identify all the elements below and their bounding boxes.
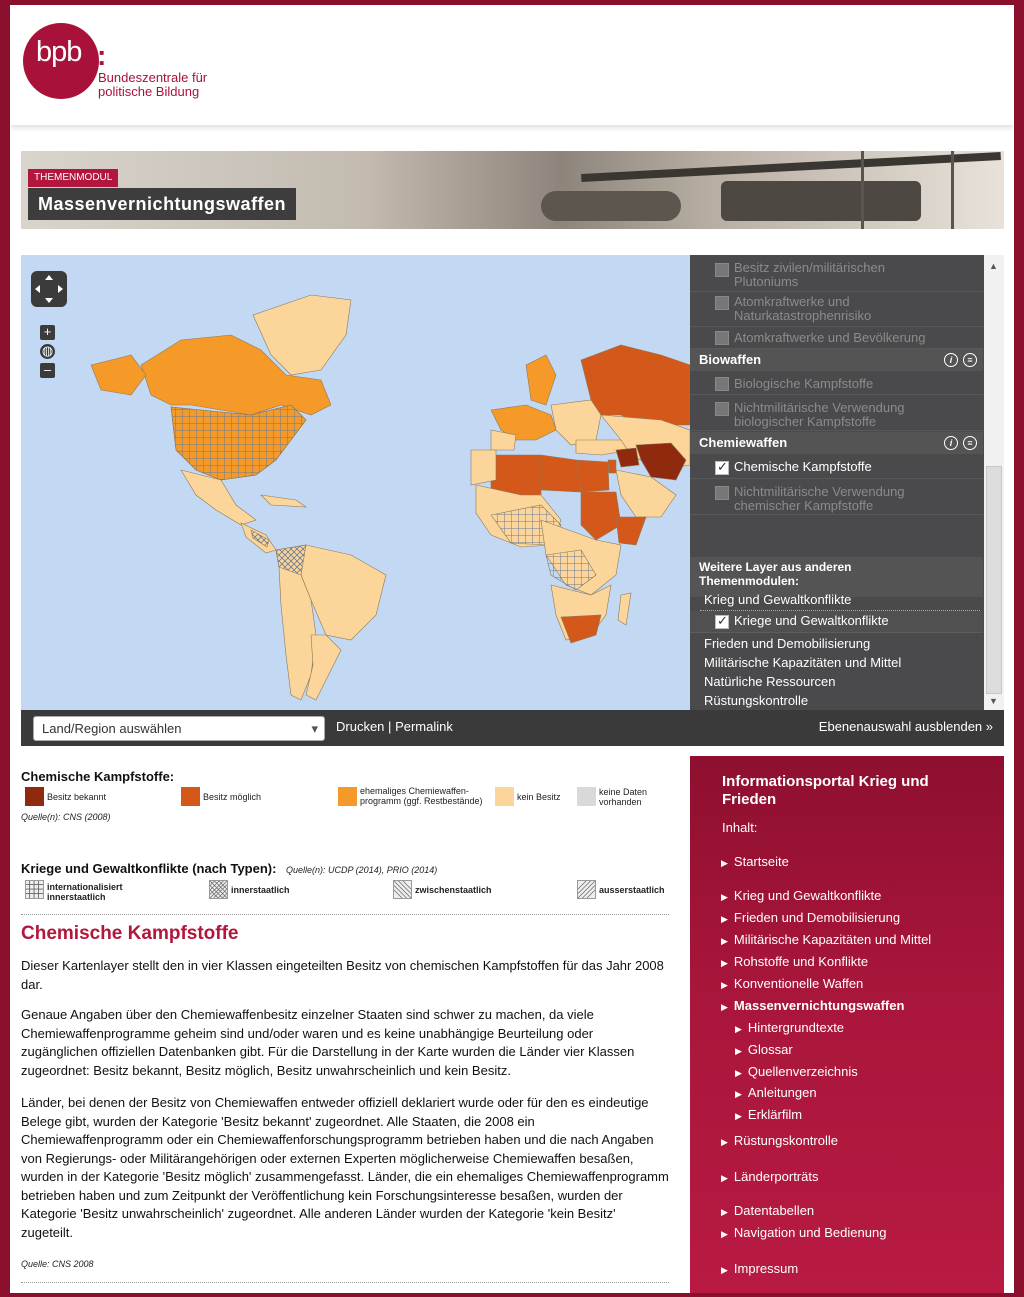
layer-checkbox[interactable]: [715, 263, 729, 277]
sidebar-item-krieg[interactable]: ▶ Krieg und Gewaltkonflikte: [721, 888, 882, 903]
legend-swatch-besitz-bekannt: [25, 787, 44, 806]
layer-group-krieg[interactable]: Krieg und Gewaltkonflikte: [704, 592, 852, 607]
separator: |: [388, 719, 392, 734]
sidebar-item-massenvernichtung[interactable]: ▶ Massenvernichtungswaffen: [721, 998, 905, 1013]
layer-item-akw-natur[interactable]: Atomkraftwerke und Naturkatastrophenrisiko: [690, 292, 983, 327]
legend-hatch-innerstaatlich: [209, 880, 228, 899]
legend-swatch-ehemalig: [338, 787, 357, 806]
layer-link-ressourcen[interactable]: Natürliche Ressourcen: [704, 674, 836, 689]
sidebar-item-ruestung[interactable]: ▶ Rüstungskontrolle: [721, 1133, 838, 1148]
sidebar-subitem-quellen[interactable]: ▶ Quellenverzeichnis: [735, 1064, 858, 1079]
legend-hatch-internationalisiert: [25, 880, 44, 899]
layer-checkbox[interactable]: [715, 377, 729, 391]
section-chemiewaffen: Chemiewaffen: [690, 432, 983, 454]
legend-hatch-ausserstaatlich: [577, 880, 596, 899]
legend-swatch-kein-besitz: [495, 787, 514, 806]
section-biowaffen: Biowaffen: [690, 349, 983, 371]
legend-chem-title: Chemische Kampfstoffe:: [21, 769, 175, 784]
site-header: [10, 5, 1014, 125]
sidebar-subitem-erklaerfilm[interactable]: ▶ Erklärfilm: [735, 1107, 803, 1122]
permalink-link[interactable]: Permalink: [395, 719, 453, 734]
legend-label: ausserstaatlich: [599, 885, 665, 895]
sidebar-inhalt-label: Inhalt:: [722, 820, 758, 835]
country-israel: [608, 460, 616, 473]
legend-label: Besitz möglich: [203, 792, 262, 802]
layer-checkbox[interactable]: [715, 402, 729, 416]
legend-icon[interactable]: ≡: [963, 353, 977, 367]
globe-icon[interactable]: ◍: [41, 343, 54, 358]
country-ethiopia: [616, 517, 646, 545]
layer-checkbox[interactable]: [715, 331, 729, 345]
country-egypt: [576, 460, 609, 492]
logo-text: bpb: [36, 36, 82, 68]
article-paragraph-1: Dieser Kartenlayer stellt den in vier Klassen eingeteilten Besitz von chemischen Kampfstoffen für das Jahr 2008 dar.: [21, 958, 664, 992]
country-scandinavia: [526, 355, 556, 405]
article-title: Chemische Kampfstoffe: [21, 923, 239, 944]
layer-item-bio-nonmil[interactable]: Nichtmilitärische Verwendung biologischer Kampfstoffe: [690, 397, 983, 431]
country-madagascar: [618, 593, 631, 625]
print-link[interactable]: Drucken: [336, 719, 385, 734]
legend-war-title: Kriege und Gewaltkonflikte (nach Typen):: [21, 861, 277, 876]
sidebar-item-militaer[interactable]: ▶ Militärische Kapazitäten und Mittel: [721, 932, 932, 947]
layer-panel-scrollbar[interactable]: ▲ ▼: [984, 255, 1004, 710]
layer-checkbox[interactable]: [715, 296, 729, 310]
layer-item-bio[interactable]: Biologische Kampfstoffe: [690, 373, 983, 395]
layer-item-chem[interactable]: ✓ Chemische Kampfstoffe: [690, 455, 983, 479]
logo-colon: :: [97, 40, 107, 71]
page-title: Massenvernichtungswaffen: [28, 188, 296, 220]
legend-label: internationalisiert innerstaatlich: [47, 882, 123, 902]
legend-war-source: Quelle(n): UCDP (2014), PRIO (2014): [286, 865, 438, 875]
layer-checkbox-checked[interactable]: [715, 461, 729, 475]
country-libya: [541, 455, 581, 492]
sidebar-item-konventionelle[interactable]: ▶ Konventionelle Waffen: [721, 976, 864, 991]
zoom-out-button[interactable]: –: [40, 363, 55, 378]
world-map[interactable]: [21, 255, 690, 710]
sidebar-subitem-anleitungen[interactable]: ▶ Anleitungen: [735, 1085, 817, 1100]
article-paragraph-2: Genaue Angaben über den Chemiewaffenbesitz einzelner Staaten sind schwer zu machen, da viele Chemiewaffenprogramme geheim sind und/oder waren und es keine unabhängige Beurteilung oder zugänglichen offiziellen Datenbanken gibt. Für die Darstellung in der Karte wurden die Länder vier Klassen zugeordnet: Besitz bekannt, Besitz möglich, Besitz unwahrscheinlich und kein Besitz.: [21, 1007, 635, 1078]
hide-layers-link[interactable]: Ebenenauswahl ausblenden »: [818, 719, 993, 734]
legend-label: Besitz bekannt: [47, 792, 107, 802]
country-caribbean: [261, 495, 306, 507]
info-icon[interactable]: i: [944, 436, 958, 450]
country-alaska: [91, 355, 146, 395]
org-name-line1: Bundeszentrale für: [98, 70, 208, 85]
legend-label: innerstaatlich: [231, 885, 290, 895]
sidebar-item-rohstoffe[interactable]: ▶ Rohstoffe und Konflikte: [721, 954, 869, 969]
org-name-line2: politische Bildung: [98, 84, 200, 99]
layer-link-militaer[interactable]: Militärische Kapazitäten und Mittel: [704, 655, 902, 670]
sidebar-subitem-glossar[interactable]: ▶ Glossar: [735, 1042, 793, 1057]
legend-label: zwischenstaatlich: [415, 885, 492, 895]
legend-chem-source: Quelle(n): CNS (2008): [21, 812, 111, 822]
legend-swatch-keine-daten: [577, 787, 596, 806]
other-layers-header: Weitere Layer aus anderen Themenmodulen:: [690, 557, 983, 597]
sidebar-item-startseite[interactable]: ▶ Startseite: [721, 854, 789, 869]
country-morocco: [471, 450, 496, 485]
world-map-svg: [21, 255, 690, 710]
layer-link-frieden[interactable]: Frieden und Demobilisierung: [704, 636, 871, 651]
layer-checkbox-checked[interactable]: [715, 615, 729, 629]
sidebar-item-datentabellen[interactable]: ▶ Datentabellen: [721, 1203, 815, 1218]
article-paragraph-3: Länder, bei denen der Besitz von Chemiewaffen entweder offiziell deklariert wurde oder für den es eindeutige Belege gibt, wurden der Kategorie 'Besitz bekannt' zugeordnet. Alle Staaten, die 2008 ein Chemiewaffenprogramm oder ein Chemiewaffenforschungsprogramm betrieben haben und die nach Angaben von Regierungs- oder Militärangehörigen oder externen Experten möglicherweise Chemiewaffen besaßen, wurden in der Kategorie 'Besitz möglich' zusammengefasst. Länder, die ein ehemaliges Chemiewaffenprogramm betrieben haben und zum Zeitpunkt der Veröffentlichung kein Forschungsinteresse besaßen, wurden der Kategorie 'Besitz unwahrscheinlich' zugeordnet. Alle anderen Länder wurden der Kategorie 'kein Besitz' zugeteilt.: [21, 1095, 669, 1240]
country-syria: [616, 448, 639, 467]
layer-item-akw-bev[interactable]: Atomkraftwerke und Bevölkerung: [690, 327, 983, 349]
country-sudan: [581, 492, 621, 540]
sidebar-item-navigation[interactable]: ▶ Navigation und Bedienung: [721, 1225, 887, 1240]
layer-item-chem-nonmil[interactable]: Nichtmilitärische Verwendung chemischer Kampfstoffe: [690, 481, 983, 515]
layer-item-plutonium[interactable]: Besitz zivilen/militärischen Plutoniums: [690, 255, 983, 292]
layer-checkbox[interactable]: [715, 486, 729, 500]
themenmodul-tag: THEMENMODUL: [28, 169, 118, 187]
country-eastern-europe: [551, 400, 601, 445]
org-name: [98, 71, 207, 99]
legend-icon[interactable]: ≡: [963, 436, 977, 450]
sidebar-title: Informationsportal Krieg und Frieden: [722, 773, 929, 808]
zoom-in-button[interactable]: +: [40, 325, 55, 340]
sidebar-item-impressum[interactable]: ▶ Impressum: [721, 1261, 799, 1276]
map-pan-control[interactable]: [31, 271, 67, 307]
sidebar-item-laender[interactable]: ▶ Länderporträts: [721, 1169, 819, 1184]
article-source: Quelle: CNS 2008: [21, 1259, 94, 1269]
scrollbar-thumb[interactable]: [986, 466, 1002, 694]
legend-hatch-zwischenstaatlich: [393, 880, 412, 899]
layer-link-ruestung[interactable]: Rüstungskontrolle: [704, 693, 809, 708]
divider: [21, 914, 669, 915]
layer-panel: [690, 255, 1004, 710]
toolbar-links: [336, 719, 453, 734]
region-select[interactable]: Land/Region auswählen ▾: [33, 716, 325, 741]
divider: [21, 1282, 669, 1283]
sidebar-subitem-hintergrund[interactable]: ▶ Hintergrundtexte: [735, 1020, 845, 1035]
legend-label: keine Daten vorhanden: [599, 787, 648, 807]
sidebar-item-frieden[interactable]: ▶ Frieden und Demobilisierung: [721, 910, 901, 925]
legend-label: kein Besitz: [517, 792, 561, 802]
info-icon[interactable]: i: [944, 353, 958, 367]
layer-item-kriege[interactable]: ✓ Kriege und Gewaltkonflikte: [690, 611, 983, 633]
legend-swatch-besitz-moeglich: [181, 787, 200, 806]
legend-label: ehemaliges Chemiewaffen- programm (ggf. Restbestände): [360, 786, 483, 806]
